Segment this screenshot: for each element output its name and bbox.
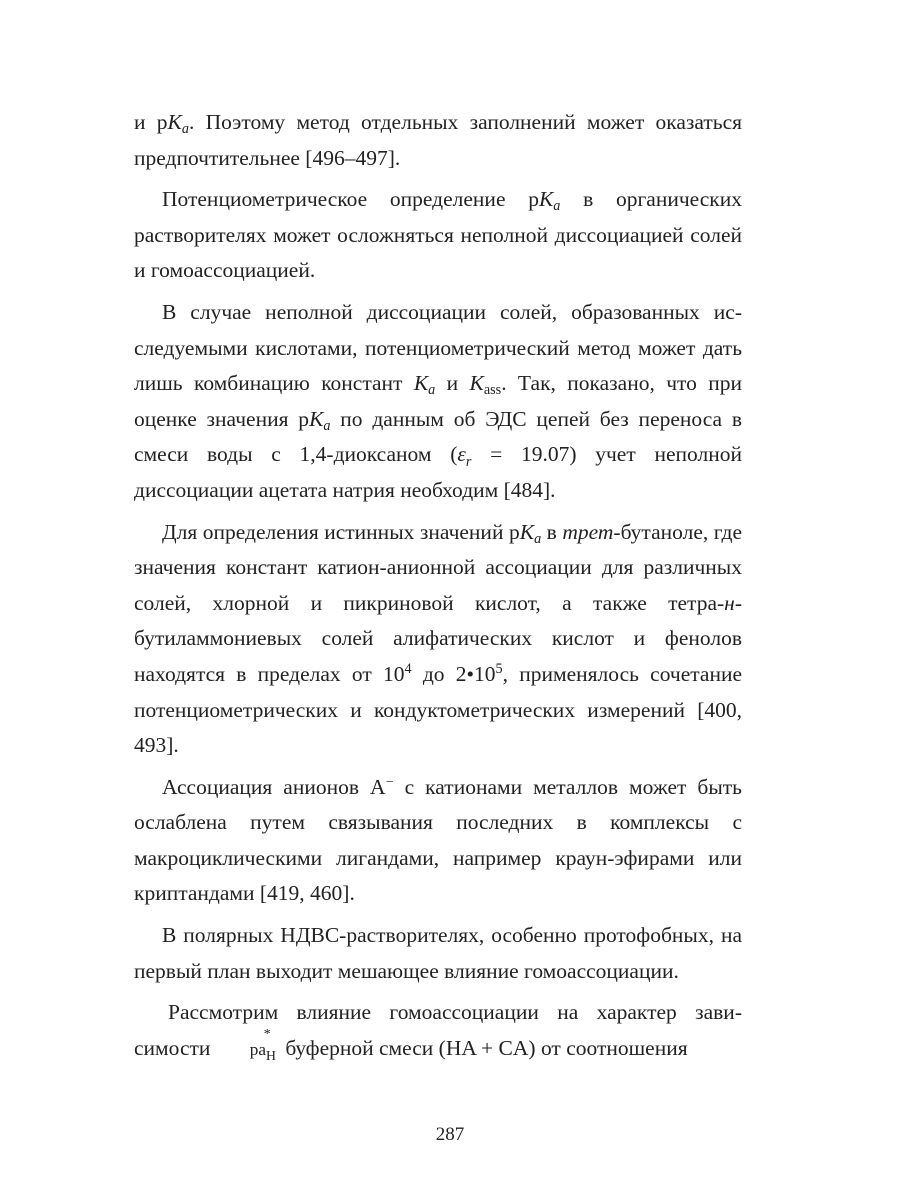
subscript-ass: ass [483,382,502,399]
italic-n: н [724,590,735,615]
text-run: = 19.07) учет неполной диссоциации ацетата натрия необходим [484]. [134,442,742,502]
symbol-K: K [309,406,324,431]
paragraph-6 [134,918,742,989]
subscript-H: H [266,1047,276,1063]
symbol-K: K [469,371,484,396]
subscript-a: a [323,418,331,434]
text-run: В случае неполной диссоциации солей, образованных исследуемыми кислотами, потенциометрический метод может дать лишь комбинацию констант [134,299,742,396]
paragraph-2 [134,182,742,289]
paragraph-1 [134,105,742,176]
text-run: в [541,519,563,544]
subscript-a: a [428,382,436,399]
text-run: , применялось сочетание потенциометрических и кондуктометрических измерений [400, 493]. [134,661,742,758]
subscript-a: a [553,198,561,215]
text-run: и [435,371,470,396]
superscript-4: 4 [404,661,412,678]
paragraph-5 [134,770,742,912]
text-run: -бутаноле, где значения констант катион-анионной ассоциации для различных солей, хлорной и пикриновой кислот, а также тетра- [134,519,742,615]
body-text [134,105,742,1074]
text-run: с катионами металлов может быть ослаблена путем связывания последних в комплексы с макроциклическими лигандами, например краун-эфирами или криптандами [419, 460]. [134,774,742,906]
text-run: Для определения истинных значений p [162,519,520,544]
text-run: Потенциометрическое определение p [162,187,539,212]
superscript-minus: − [385,773,394,790]
symbol-pa: pa [249,1039,266,1059]
subscript-a: a [534,530,542,547]
text-run: по данным об ЭДС цепей без переноса в смеси воды с 1,4-диоксаном ( [134,406,742,467]
italic-tret: трет [562,519,614,544]
symbol-K: K [519,519,535,544]
text-run: Рассмотрим влияние гомоассоциации на характер зависимости [134,1000,742,1060]
text-run: 10 [474,661,496,686]
text-run: до 2 [411,661,467,686]
text-run: в органических растворителях может осложняться неполной диссоциацией солей и гомоассоциацией. [134,187,742,283]
pa-H-star-symbol [216,1025,276,1069]
superscript-5: 5 [495,661,503,678]
symbol-epsilon: ε [457,442,466,467]
symbol-K: K [167,110,182,134]
symbol-K: K [413,371,429,396]
text-run: В полярных НДВС-растворителях, особенно протофобных, на первый план выходит мешающее влияние гомоассоциации. [134,923,742,983]
text-run: . Поэтому метод отдельных заполнений может оказаться предпочтительнее [496–497]. [134,110,742,170]
paragraph-3 [134,295,742,509]
subscript-r: r [465,453,472,470]
multiplication-dot: • [466,661,475,686]
paragraph-4 [134,515,742,764]
paragraph-7 [134,995,742,1068]
text-run: -бутиламмониевых солей алифатических кислот и фенолов находятся в пределах от 10 [134,590,742,686]
symbol-K: K [538,187,554,212]
page-number: 287 [435,1124,465,1145]
text-run: буферной смеси (HA + CA) от соотношения [279,1035,688,1060]
subscript-a: a [181,121,189,138]
text-run: Ассоциация анионов A [162,774,386,799]
text-run: . Так, показано, что при оценке значения p [134,371,743,431]
superscript-star: * [263,1025,271,1041]
text-run: и p [134,110,168,134]
